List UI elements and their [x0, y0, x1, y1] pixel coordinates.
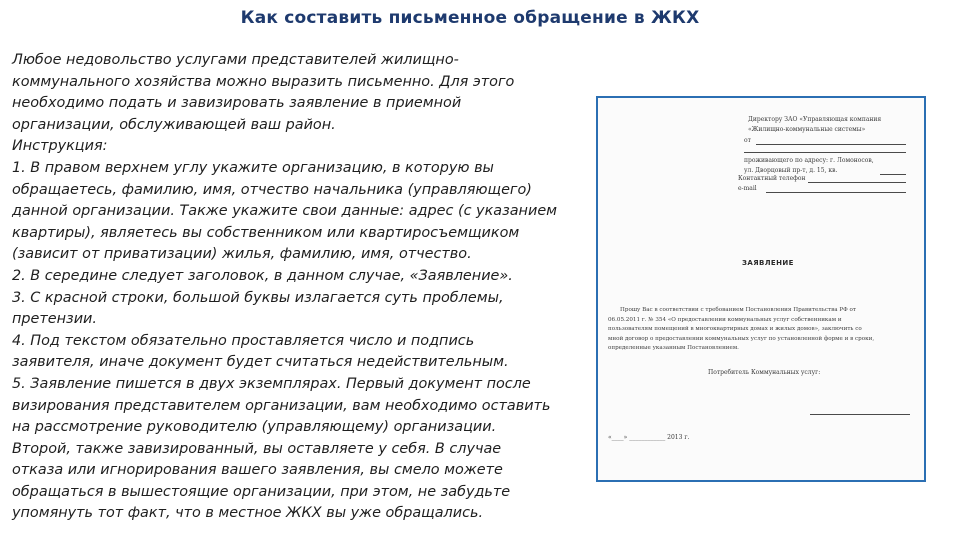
- doc-paragraph-line: Прошу Вас в соответствии с требованием Постановления Правительства РФ от: [620, 307, 857, 313]
- doc-field-rule: [744, 152, 906, 153]
- application-document: [598, 98, 924, 480]
- doc-field-rule: [766, 192, 906, 193]
- body-text-line: 5. Заявление пишется в двух экземплярах. Первый документ после: [12, 375, 531, 392]
- doc-paragraph: [608, 306, 918, 354]
- doc-paragraph-line: пользователям помещений в многоквартирных домах и жилых домов», заключить со: [608, 326, 862, 333]
- doc-field-rule: [756, 144, 906, 145]
- body-text-line: 4. Под текстом обязательно проставляется число и подпись: [12, 332, 475, 349]
- doc-paragraph-line: мной договор о предоставлении коммунальных услуг по установленной форме и в сроки,: [608, 335, 875, 342]
- doc-signature-rule: [810, 414, 910, 415]
- doc-header-line: Директору ЗАО «Управляющая компания: [748, 116, 882, 123]
- instruction-text: [12, 50, 590, 525]
- body-text-line: организации, обслуживающей ваш район.: [12, 116, 336, 133]
- body-text-line: 1. В правом верхнем углу укажите организацию, в которую вы: [12, 159, 494, 176]
- body-text-line: квартиры), являетесь вы собственником или квартиросъемщиком: [12, 224, 520, 241]
- body-text-line: 3. С красной строки, большой буквы излагается суть проблемы,: [12, 289, 504, 306]
- body-text-line: 2. В середине следует заголовок, в данном случае, «Заявление».: [12, 267, 513, 284]
- doc-header-line: проживающего по адресу: г. Ломоносов,: [744, 157, 874, 164]
- doc-header-line: e-mail: [738, 185, 757, 192]
- body-text-line: заявителя, иначе документ будет считаться недействительным.: [12, 354, 509, 371]
- doc-header-line: «Жилищно-коммунальные системы»: [748, 126, 866, 133]
- application-document-image: [596, 96, 926, 482]
- doc-paragraph-line: 06.05.2011 г. № 354 «О предоставлении коммунальных услуг собственникам и: [608, 316, 842, 323]
- doc-heading: ЗАЯВЛЕНИЕ: [742, 259, 794, 267]
- body-text-line: данной организации. Также укажите свои данные: адрес (с указанием: [12, 203, 558, 220]
- doc-header-line: Контактный телефон: [738, 175, 806, 182]
- body-text-line: упомянуть тот факт, что в местное ЖКХ вы уже обращались.: [12, 505, 484, 522]
- doc-date-line: «____» ____________ 2013 г.: [608, 434, 690, 441]
- body-text-line: коммунального хозяйства можно выразить письменно. Для этого: [12, 73, 515, 90]
- body-text-line: Любое недовольство услугами представителей жилищно-: [12, 52, 459, 68]
- body-text-line: обращаться в вышестоящие организации, при этом, не забудьте: [12, 483, 511, 500]
- slide-title: Как составить письменное обращение в ЖКХ: [240, 8, 700, 28]
- doc-header-line: от: [744, 137, 751, 144]
- body-text-line: визирования представителем организации, вам необходимо оставить: [12, 397, 551, 414]
- doc-field-rule: [880, 174, 906, 175]
- doc-signature-label: Потребитель Коммунальных услуг:: [708, 369, 821, 376]
- body-text-line: (зависит от приватизации) жилья, фамилию, имя, отчество.: [12, 246, 472, 263]
- body-text-line: на рассмотрение руководителю (управляющему) организации.: [12, 419, 497, 436]
- body-text-line: Инструкция:: [12, 138, 108, 155]
- body-text-line: претензии.: [12, 311, 97, 328]
- body-text-line: обращаетесь, фамилию, имя, отчество начальника (управляющего): [12, 181, 532, 198]
- doc-header-line: ул. Дворцовый пр-т, д. 15, кв.: [744, 167, 838, 174]
- body-text-line: необходимо подать и завизировать заявление в приемной: [12, 95, 462, 112]
- body-text-line: Второй, также завизированный, вы оставляете у себя. В случае: [12, 440, 502, 457]
- body-text-line: отказа или игнорирования вашего заявления, вы смело можете: [12, 462, 503, 479]
- doc-field-rule: [808, 182, 906, 183]
- doc-paragraph-line: определенные указанным Постановлением.: [608, 345, 739, 352]
